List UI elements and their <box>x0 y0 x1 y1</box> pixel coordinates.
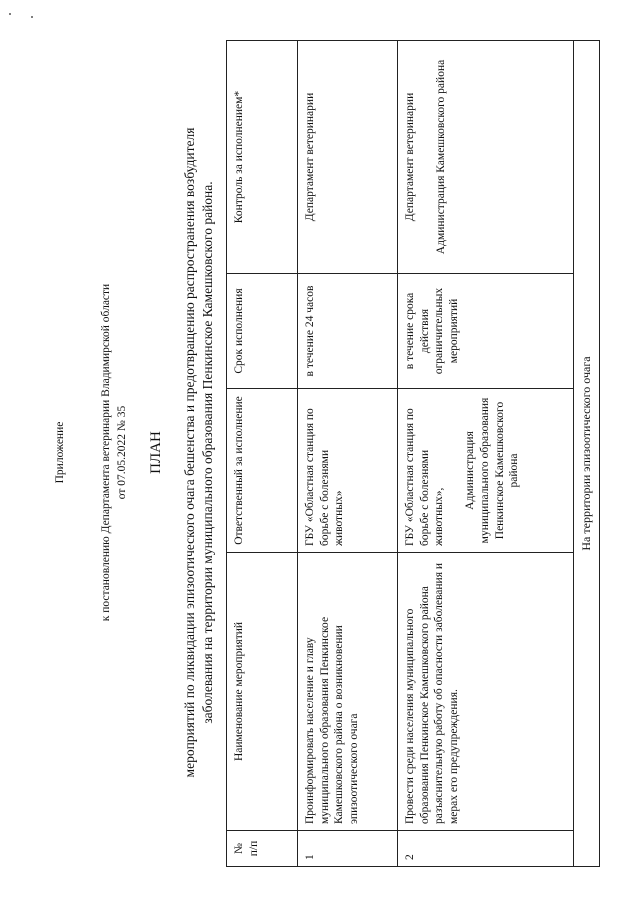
header-name: Наименование мероприятий <box>227 553 298 831</box>
plan-subtitle-line-2: заболевания на территории муниципального образования Пенкинское Камешковского района. <box>200 181 215 724</box>
row-responsible-cell <box>398 389 574 553</box>
row-name: Провести среди населения муниципального образования Пенкинское Камешковского района разъяснительную работу об опасности заболевания и мерах его предупреждения. <box>398 553 574 831</box>
header-num: № п/п <box>227 831 298 867</box>
table-row <box>398 41 574 867</box>
table-header-row <box>227 41 298 867</box>
row-control: Департамент ветеринарии <box>404 92 416 222</box>
table-row <box>298 41 398 867</box>
appendix-decree-line: к постановлению Департамента ветеринарии Владимирской области <box>100 283 112 622</box>
row-responsible: ГБУ «Областная станция по борьбе с болезнями животных», <box>404 408 446 546</box>
appendix-date-line: от 07.05.2022 № 35 <box>116 405 128 500</box>
row-control: Департамент ветеринарии <box>298 41 398 274</box>
plan-subtitle-line-1: мероприятий по ликвидации эпизоотического очага бешенства и предотвращению распространения возбудителя <box>182 127 197 778</box>
row-term: в течение 24 часов <box>298 274 398 389</box>
header-control: Контроль за исполнением* <box>227 41 298 274</box>
row-control-cell <box>398 41 574 274</box>
section-row <box>574 41 600 867</box>
row-responsible: ГБУ «Областная станция по борьбе с болезнями животных» <box>298 389 398 553</box>
row-num: 2 <box>398 831 574 867</box>
appendix-title: Приложение <box>54 421 66 484</box>
header-responsible: Ответственный за исполнение <box>227 389 298 553</box>
plan-title: ПЛАН <box>148 431 164 474</box>
row-term: в течение срока действия ограничительных мероприятий <box>398 274 574 389</box>
plan-table <box>226 40 600 867</box>
row-responsible-extra: Администрация муниципального образования Пенкинское Камешковского района <box>464 397 521 544</box>
row-control-extra: Администрация Камешковского района <box>434 59 447 255</box>
header-term: Срок исполнения <box>227 274 298 389</box>
row-name: Проинформировать население и главу муниципального образования Пенкинское Камешковского района о возникновении эпизоотического очага <box>298 553 398 831</box>
section-title: На территории эпизоотического очага <box>574 41 600 867</box>
row-num: 1 <box>298 831 398 867</box>
